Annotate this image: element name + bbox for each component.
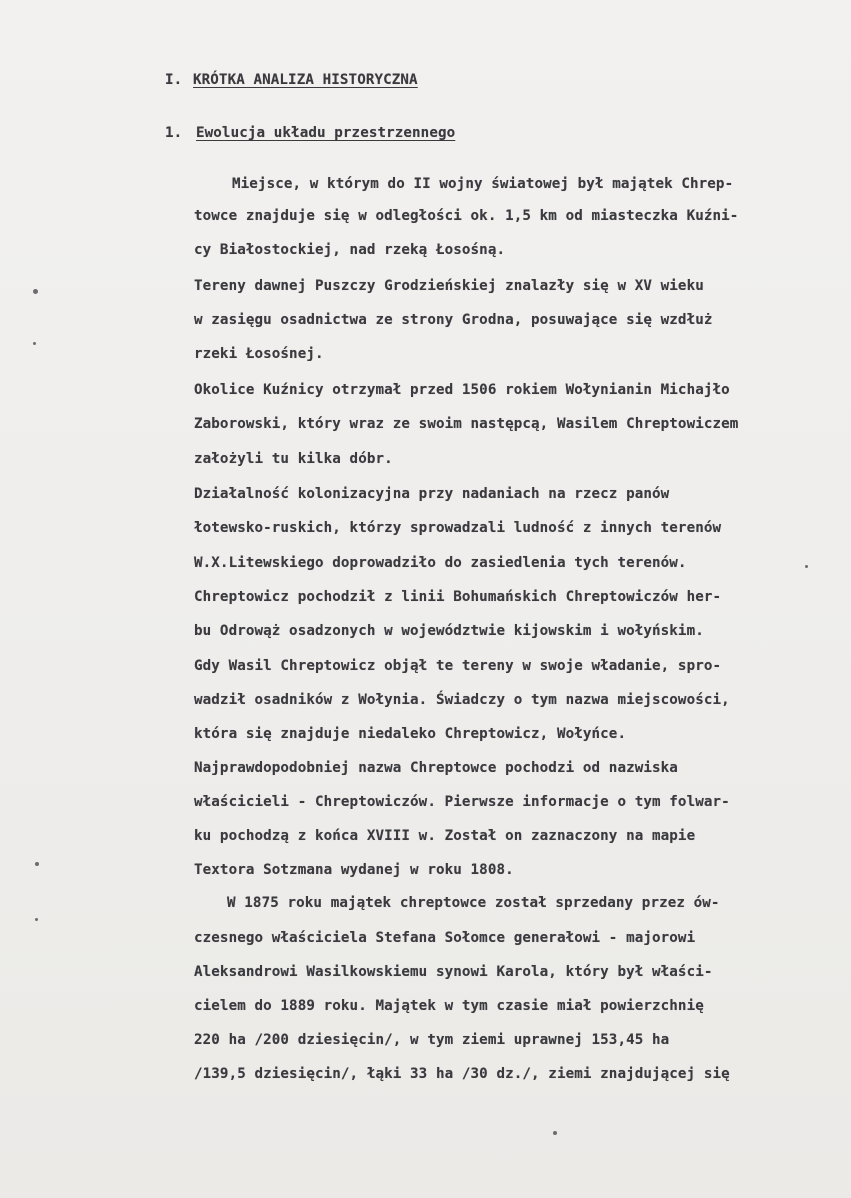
body-line: cielem do 1889 roku. Majątek w tym czasie miał powierzchnię [194,998,704,1014]
body-line: która się znajduje niedaleko Chreptowicz, Wołyńce. [194,726,627,742]
body-line: wadził osadników z Wołynia. Świadczy o tym nazwa miejscowości, [194,692,730,708]
body-line: Aleksandrowi Wasilkowskiemu synowi Karola, który był właści- [194,964,713,980]
body-line: W.X.Litewskiego doprowadziło do zasiedlenia tych terenów. [194,555,687,571]
body-line: 220 ha /200 dziesięcin/, w tym ziemi uprawnej 153,45 ha [194,1032,670,1048]
body-line: Zaborowski, który wraz ze swoim następcą, Wasilem Chreptowiczem [194,416,739,432]
body-line: ku pochodzą z końca XVIII w. Został on zaznaczony na mapie [194,828,696,844]
body-line: łotewsko-ruskich, którzy sprowadzali ludność z innych terenów [194,520,722,536]
body-line: rzeki Łosośnej. [194,346,324,362]
body-line: założyli tu kilka dóbr. [194,451,393,467]
body-line: Najprawdopodobniej nazwa Chreptowce pochodzi od nazwiska [194,760,678,776]
body-line: towce znajduje się w odległości ok. 1,5 km od miasteczka Kuźni- [194,208,739,224]
subsection-number: 1. [165,125,183,141]
paper-speck [35,918,38,921]
body-line: Miejsce, w którym do II wojny światowej był majątek Chrep- [232,176,734,192]
subsection-title: Ewolucja układu przestrzennego [196,125,456,141]
section-number: I. [165,72,183,88]
body-line: Działalność kolonizacyjna przy nadaniach na rzecz panów [194,486,670,502]
section-title: KRÓTKA ANALIZA HISTORYCZNA [193,72,418,88]
paper-speck [33,342,36,345]
body-line: Textora Sotzmana wydanej w roku 1808. [194,862,514,878]
body-line: w zasięgu osadnictwa ze strony Grodna, posuwające się wzdłuż [194,312,713,328]
body-line: właścicieli - Chreptowiczów. Pierwsze informacje o tym folwar- [194,794,730,810]
body-line: bu Odrowąż osadzonych w województwie kijowskim i wołyńskim. [194,623,704,639]
body-line: Chreptowicz pochodził z linii Bohumańskich Chreptowiczów her- [194,589,722,605]
body-line: Okolice Kuźnicy otrzymał przed 1506 rokiem Wołynianin Michajło [194,382,730,398]
body-line: czesnego właściciela Stefana Sołomce generałowi - majorowi [194,930,696,946]
paper-speck [33,289,38,294]
paper-speck [35,862,39,866]
body-line: /139,5 dziesięcin/, łąki 33 ha /30 dz./, ziemi znajdującej się [194,1066,730,1082]
body-line: cy Białostockiej, nad rzeką Łosośną. [194,242,506,258]
body-line: Tereny dawnej Puszczy Grodzieńskiej znalazły się w XV wieku [194,278,704,294]
paper-speck [553,1131,557,1135]
paper-speck [805,565,808,568]
body-line: W 1875 roku majątek chreptowce został sprzedany przez ów- [227,895,720,911]
body-line: Gdy Wasil Chreptowicz objął te tereny w swoje władanie, spro- [194,658,722,674]
